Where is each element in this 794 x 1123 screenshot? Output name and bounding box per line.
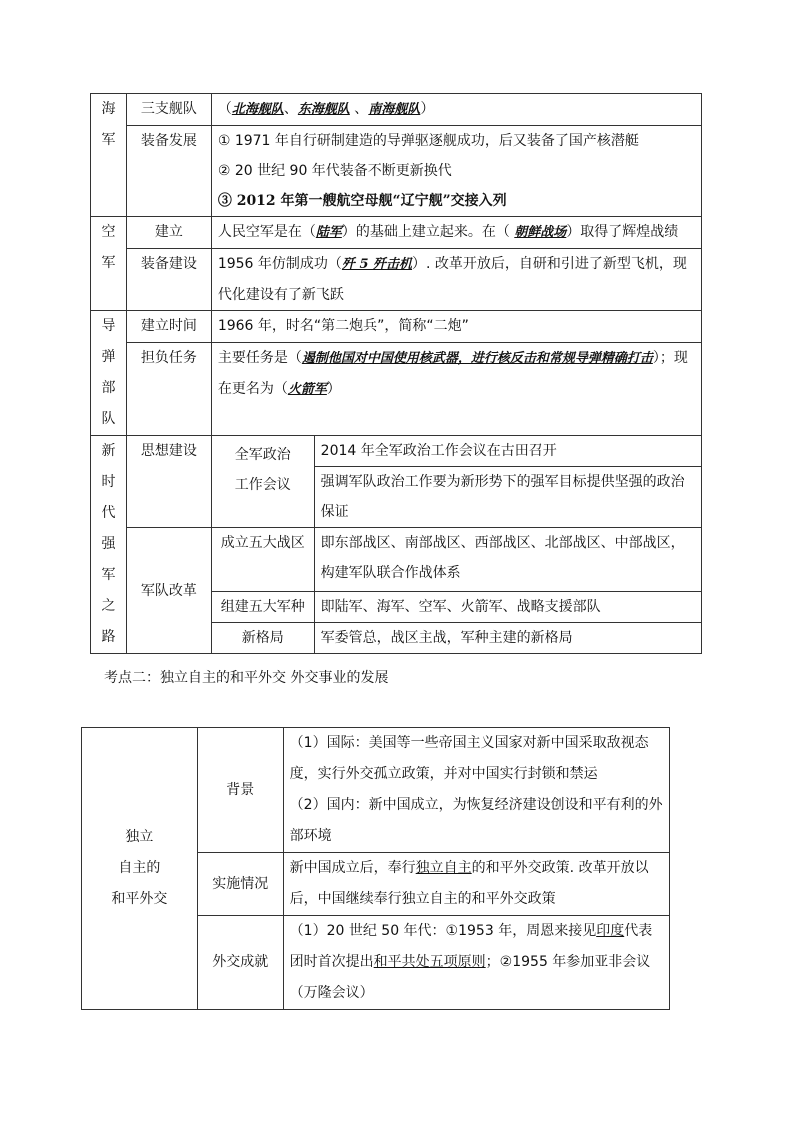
reform-label: 军队改革	[126, 528, 211, 654]
air-label	[91, 217, 127, 311]
newera-char: 强	[101, 536, 116, 552]
meeting-label-line: 工作会议	[234, 477, 291, 493]
background-label: 背景	[197, 728, 283, 853]
reform-row-text: 军委管总，战区主战，军种主建的新格局	[314, 623, 701, 654]
meeting-label	[211, 436, 314, 528]
background-item: （2）国内：新中国成立，为恢复经济建设创设和平有利的外部环境	[289, 797, 663, 844]
navy-char: 海	[101, 101, 116, 117]
equip-item: ③ 2012 年第一艘航空母舰“辽宁舰”交接入列	[217, 193, 507, 209]
meeting-label-line: 全军政治	[234, 447, 291, 463]
answer-east-fleet: 东海舰队	[297, 102, 350, 117]
missile-char: 队	[101, 411, 116, 427]
meeting-item: 强调军队政治工作要为新形势下的强军目标提供坚强的政治保证	[314, 467, 701, 528]
fleets-cell: （北海舰队、东海舰队 、南海舰队）	[211, 94, 701, 126]
background-cell	[283, 728, 669, 853]
topic-label	[82, 728, 198, 1010]
air-found-label: 建立	[126, 217, 211, 249]
newera-char: 新	[101, 443, 116, 459]
topic-line: 自主的	[118, 860, 161, 876]
reform-row-label: 成立五大战区	[211, 528, 314, 592]
equip-item: ② 20 世纪 90 年代装备不断更新换代	[217, 163, 452, 179]
missile-char: 导	[101, 318, 116, 334]
newera-label	[91, 436, 127, 654]
navy-label	[91, 94, 127, 217]
military-table	[90, 93, 702, 654]
background-item: （1）国际：美国等一些帝国主义国家对新中国采取敌视态度，实行外交孤立政策，并对中国实行封锁和禁运	[289, 735, 649, 782]
ideology-label: 思想建设	[126, 436, 211, 528]
missile-label	[91, 311, 127, 436]
meeting-item: 2014 年全军政治工作会议在古田召开	[314, 436, 701, 467]
newera-char: 军	[101, 567, 116, 583]
reform-row-label: 新格局	[211, 623, 314, 654]
missile-char: 弹	[101, 349, 116, 365]
air-equip-cell: 1956 年仿制成功（歼 5 歼击机）. 改革开放后，自研和引进了新型飞机，现代化建设有了新飞跃	[211, 249, 701, 311]
missile-duty-label: 担负任务	[126, 343, 211, 436]
air-found-cell: 人民空军是在（陆军）的基础上建立起来。在（ 朝鲜战场）取得了辉煌战绩	[211, 217, 701, 249]
equip-item: ① 1971 年自行研制建造的导弹驱逐舰成功，后又装备了国产核潜艇	[217, 133, 639, 149]
answer-south-fleet: 南海舰队	[368, 102, 421, 117]
section-heading: 考点二：独立自主的和平外交 外交事业的发展	[104, 670, 389, 686]
air-char: 军	[101, 255, 116, 271]
missile-char: 部	[101, 380, 116, 396]
diplomacy-table	[81, 727, 670, 1010]
air-equip-label: 装备建设	[126, 249, 211, 311]
achieve-label: 外交成就	[197, 916, 283, 1010]
answer-north-fleet: 北海舰队	[231, 102, 284, 117]
newera-char: 之	[101, 598, 116, 614]
reform-row-label: 组建五大军种	[211, 592, 314, 623]
implement-label: 实施情况	[197, 853, 283, 916]
navy-equip-cell	[211, 126, 701, 217]
reform-row-text: 即东部战区、南部战区、西部战区、北部战区、中部战区，构建军队联合作战体系	[314, 528, 701, 592]
topic-line: 独立	[125, 829, 154, 845]
answer-jet: 歼 5 歼击机	[341, 257, 413, 272]
newera-char: 路	[101, 629, 116, 645]
newera-char: 时	[101, 474, 116, 490]
navy-char: 军	[101, 132, 116, 148]
answer-korea: 朝鲜战场	[514, 225, 567, 240]
implement-cell: 新中国成立后，奉行独立自主的和平外交政策. 改革开放以后，中国继续奉行独立自主的和平外交政策	[283, 853, 669, 916]
missile-time-cell: 1966 年，时名“第二炮兵”，简称“二炮”	[211, 311, 701, 343]
answer-army: 陆军	[315, 225, 342, 240]
air-char: 空	[101, 224, 116, 240]
newera-char: 代	[101, 505, 116, 521]
underline-india: 印度	[596, 923, 625, 939]
topic-line: 和平外交	[111, 891, 168, 907]
navy-equip-label: 装备发展	[126, 126, 211, 217]
answer-rocket-force: 火箭军	[287, 382, 327, 397]
missile-duty-cell: 主要任务是（遏制他国对中国使用核武器，进行核反击和常规导弹精确打击）；现在更名为（火箭军）	[211, 343, 701, 436]
answer-missile-duty: 遏制他国对中国使用核武器，进行核反击和常规导弹精确打击	[301, 351, 653, 366]
reform-row-text: 即陆军、海军、空军、火箭军、战略支援部队	[314, 592, 701, 623]
achieve-cell: （1）20 世纪 50 年代：①1953 年，周恩来接见印度代表团时首次提出和平共处五项原则；②1955 年参加亚非会议（万隆会议）	[283, 916, 669, 1010]
underline-five-principles: 和平共处五项原则	[373, 954, 486, 970]
fleets-label: 三支舰队	[126, 94, 211, 126]
underline-independence: 独立自主	[415, 860, 472, 876]
missile-time-label: 建立时间	[126, 311, 211, 343]
